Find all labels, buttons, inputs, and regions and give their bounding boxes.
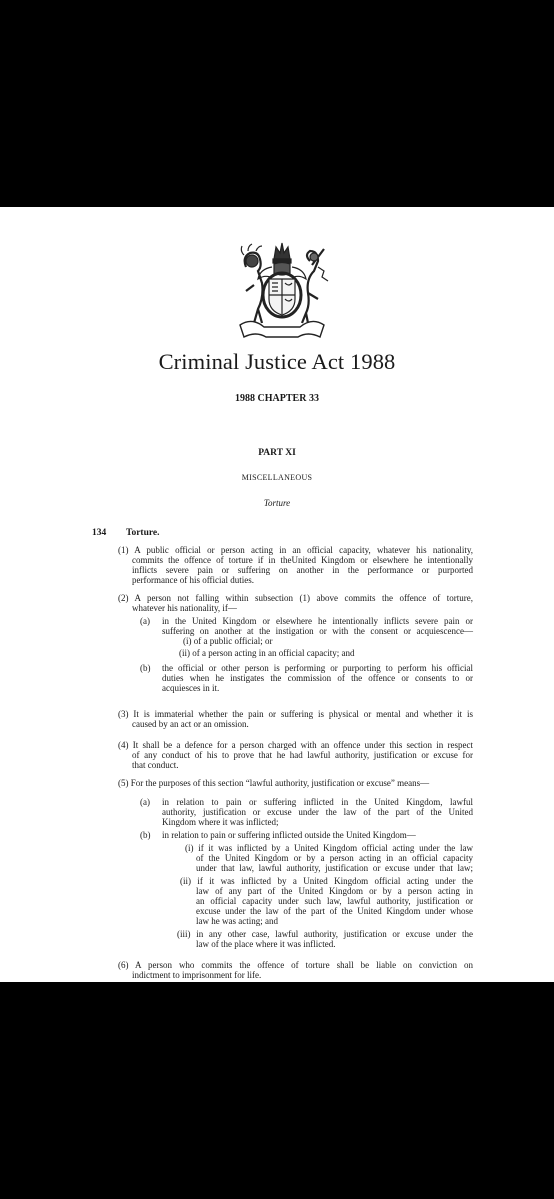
- text-line: (1) A public official or person acting in an official capacity, whatever his nationality,: [118, 545, 473, 555]
- text-line: the official or other person is performing or purporting to perform his official: [162, 663, 473, 673]
- document-page: [0, 207, 554, 982]
- text-line: caused by an act or an omission.: [132, 719, 249, 729]
- section-title: Torture.: [126, 528, 160, 538]
- chapter-heading: 1988 CHAPTER 33: [235, 393, 319, 404]
- text-line: of any conduct of his to prove that he had lawful authority, justification or excuse for: [132, 750, 473, 760]
- text-line: (4) It shall be a defence for a person charged with an offence under this section in respect: [118, 740, 473, 750]
- part-heading: PART XI: [258, 448, 296, 458]
- text-line: (6) A person who commits the offence of torture shall be liable on conviction on: [118, 960, 473, 970]
- text-line: commits the offence of torture if in theUnited Kingdom or elsewhere he intentionally: [132, 555, 473, 565]
- paragraph-label: (b): [140, 830, 151, 840]
- text-line: authority, justification or excuse under the law of the part of the United: [162, 807, 473, 817]
- text-line: (iii) in any other case, lawful authority, justification or excuse under the: [177, 929, 473, 939]
- text-line: indictment to imprisonment for life.: [132, 970, 262, 980]
- paragraph-label: (a): [140, 797, 150, 807]
- royal-coat-of-arms-icon: [232, 237, 332, 340]
- text-line: performance of his official duties.: [132, 575, 255, 585]
- text-line: in the United Kingdom or elsewhere he intentionally inflicts severe pain or: [162, 616, 473, 626]
- text-line: duties when he instigates the commission of the offence or consents to or: [162, 673, 473, 683]
- part-subheading: MISCELLANEOUS: [241, 473, 313, 482]
- text-line: acquiesces in it.: [162, 683, 220, 693]
- text-line: law he was acting; and: [196, 916, 278, 926]
- text-line: suffering on another at the instigation or with the consent or acquiescence—: [162, 626, 473, 636]
- act-title: Criminal Justice Act 1988: [158, 349, 396, 374]
- text-line: law of the place where it was inflicted.: [196, 939, 336, 949]
- text-line: (2) A person not falling within subsection (1) above commits the offence of torture,: [118, 593, 473, 603]
- text-line: under that law, lawful authority, justification or excuse under that law;: [196, 863, 473, 873]
- paragraph-label: (a): [140, 616, 150, 626]
- text-line: (i) of a public official; or: [183, 636, 273, 646]
- text-line: in relation to pain or suffering inflicted outside the United Kingdom—: [162, 830, 416, 840]
- text-line: that conduct.: [132, 760, 179, 770]
- text-line: inflicts severe pain or suffering on another in the performance or purported: [132, 565, 473, 575]
- text-line: in relation to pain or suffering inflicted in the United Kingdom, lawful: [162, 797, 473, 807]
- paragraph-label: (b): [140, 663, 151, 673]
- text-line: of the United Kingdom or by a person acting in an official capacity: [196, 853, 473, 863]
- text-line: (5) For the purposes of this section “lawful authority, justification or excuse” means—: [118, 778, 430, 788]
- section-number: 134: [92, 528, 107, 538]
- text-line: (i) if it was inflicted by a United Kingdom official acting under the law: [185, 843, 473, 853]
- text-line: (ii) of a person acting in an official capacity; and: [179, 648, 355, 658]
- text-line: an official capacity under such law, lawful authority, justification or: [196, 896, 473, 906]
- text-line: Kingdom where it was inflicted;: [162, 817, 279, 827]
- text-line: law of any part of the United Kingdom or by a person acting in: [196, 886, 473, 896]
- text-line: (3) It is immaterial whether the pain or suffering is physical or mental and whether it is: [118, 709, 473, 719]
- crossheading: Torture: [263, 498, 291, 508]
- text-line: whatever his nationality, if—: [132, 603, 237, 613]
- text-line: (ii) if it was inflicted by a United Kingdom official acting under the: [180, 876, 473, 886]
- text-line: excuse under the law of the part of the United Kingdom under whose: [196, 906, 473, 916]
